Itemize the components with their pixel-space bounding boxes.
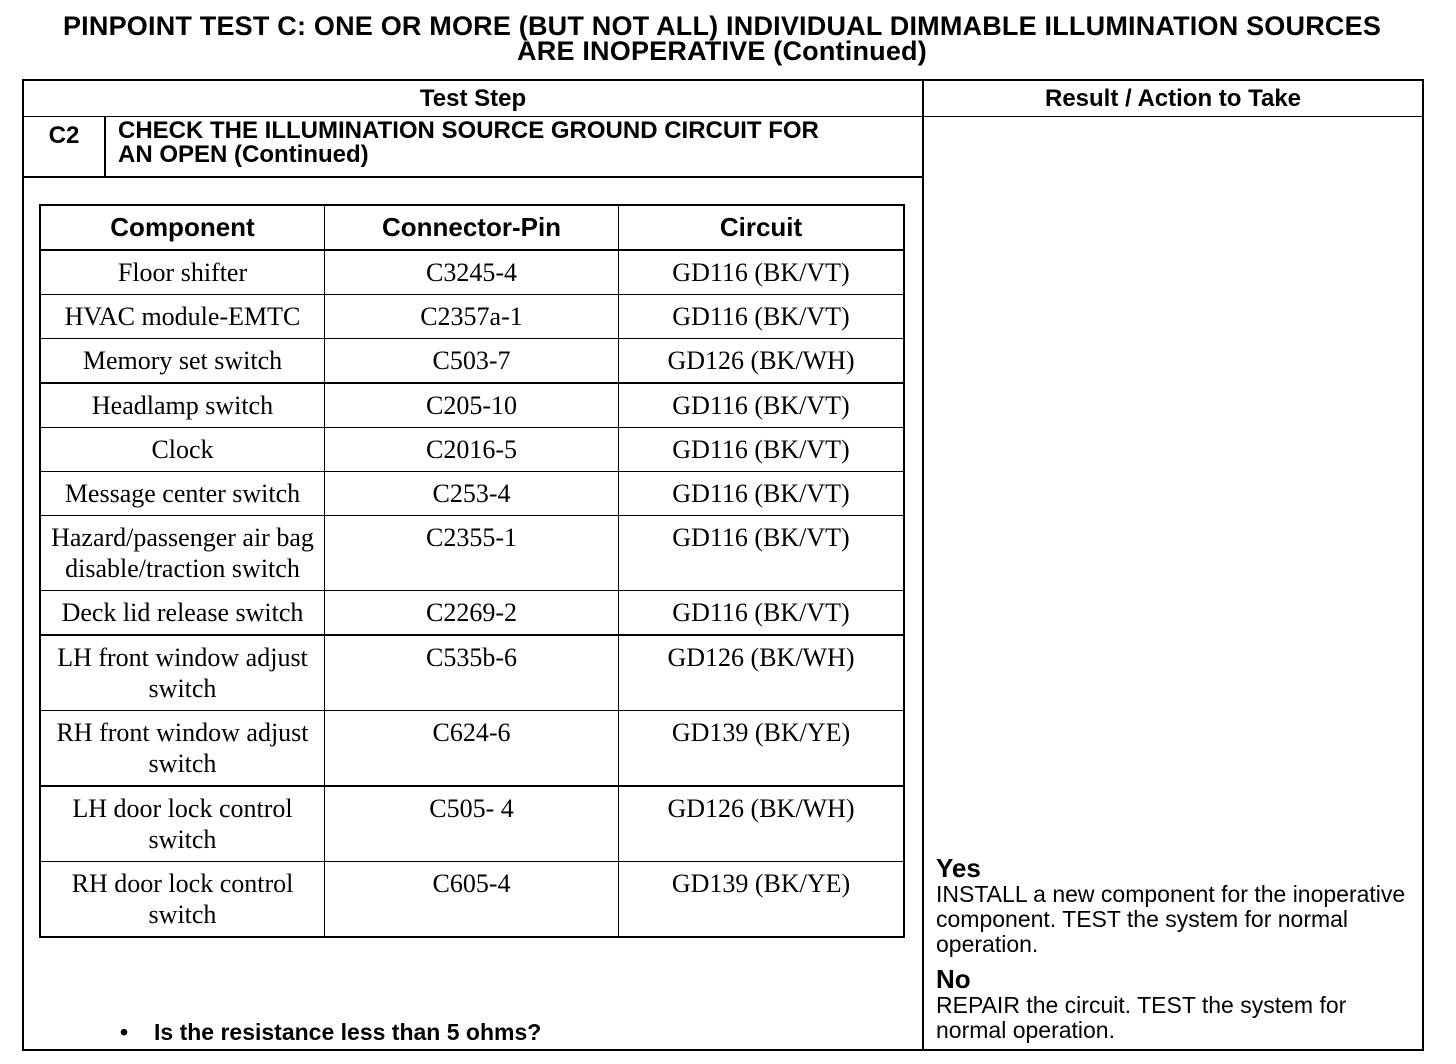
circuit-cell: GD116 (BK/VT) (619, 472, 905, 516)
question-text: Is the resistance less than 5 ohms? (154, 1019, 542, 1045)
component-cell: LH door lock control switch (40, 786, 325, 862)
table-row (40, 295, 904, 339)
connector-pin-cell: C2269-2 (325, 591, 619, 636)
circuit-cell: GD126 (BK/WH) (619, 635, 905, 711)
column-header-connector-pin: Connector-Pin (325, 205, 619, 250)
table-row (40, 383, 904, 428)
step-title-line-1: CHECK THE ILLUMINATION SOURCE GROUND CIRCUIT FOR (118, 117, 819, 144)
header-test-step: Test Step (419, 85, 527, 112)
result-yes-action: INSTALL a new component for the inoperative component. TEST the system for normal operation. (936, 881, 1406, 957)
table-row (40, 339, 904, 384)
table-row (40, 635, 904, 711)
component-cell: Message center switch (40, 472, 325, 516)
circuit-cell: GD139 (BK/YE) (619, 862, 905, 938)
page-title-line-1: PINPOINT TEST C: ONE OR MORE (BUT NOT ALL) INDIVIDUAL DIMMABLE ILLUMINATION SOURCES (62, 11, 1382, 41)
connector-pin-cell: C503-7 (325, 339, 619, 384)
component-cell: LH front window adjust switch (40, 635, 325, 711)
result-no-action: REPAIR the circuit. TEST the system for normal operation. (936, 992, 1347, 1043)
column-divider (922, 81, 924, 1049)
result-no-label: No (936, 964, 971, 994)
step-id: C2 (24, 117, 106, 177)
table-row (40, 250, 904, 295)
connector-pin-cell: C535b-6 (325, 635, 619, 711)
component-cell: Memory set switch (40, 339, 325, 384)
result-yes-label: Yes (936, 853, 981, 883)
connector-pin-cell: C2355-1 (325, 516, 619, 591)
circuit-cell: GD139 (BK/YE) (619, 711, 905, 787)
circuit-cell: GD126 (BK/WH) (619, 786, 905, 862)
connector-pin-cell: C3245-4 (325, 250, 619, 295)
connector-pin-cell: C2357a-1 (325, 295, 619, 339)
table-row (40, 428, 904, 472)
connector-pin-cell: C2016-5 (325, 428, 619, 472)
component-cell: Hazard/passenger air bag disable/traction switch (40, 516, 325, 591)
test-question (120, 1019, 541, 1046)
circuit-cell: GD116 (BK/VT) (619, 516, 905, 591)
component-cell: RH front window adjust switch (40, 711, 325, 787)
connector-pin-cell: C605-4 (325, 862, 619, 938)
table-row (40, 516, 904, 591)
circuit-cell: GD116 (BK/VT) (619, 295, 905, 339)
circuit-cell: GD116 (BK/VT) (619, 383, 905, 428)
pinpoint-test-frame (22, 79, 1424, 1051)
table-row (40, 862, 904, 938)
component-cell: Floor shifter (40, 250, 325, 295)
component-cell: RH door lock control switch (40, 862, 325, 938)
component-cell: HVAC module-EMTC (40, 295, 325, 339)
table-row (40, 472, 904, 516)
table-row (40, 591, 904, 636)
component-cell: Headlamp switch (40, 383, 325, 428)
column-header-component: Component (40, 205, 325, 250)
page-title (0, 11, 1444, 66)
connector-pin-cell: C624-6 (325, 711, 619, 787)
connector-pin-cell: C505- 4 (325, 786, 619, 862)
component-cell: Deck lid release switch (40, 591, 325, 636)
connector-pin-cell: C253-4 (325, 472, 619, 516)
circuit-cell: GD116 (BK/VT) (619, 591, 905, 636)
bullet: • (120, 1019, 129, 1045)
table-row (40, 786, 904, 862)
step-title (118, 119, 908, 167)
connector-pin-cell: C205-10 (325, 383, 619, 428)
circuit-cell: GD116 (BK/VT) (619, 428, 905, 472)
step-divider (24, 176, 923, 178)
component-cell: Clock (40, 428, 325, 472)
result-yes (936, 854, 1416, 957)
header-result-action: Result / Action to Take (1044, 85, 1302, 112)
result-no (936, 965, 1416, 1043)
component-table (39, 204, 905, 938)
column-header-circuit: Circuit (619, 205, 905, 250)
circuit-cell: GD116 (BK/VT) (619, 250, 905, 295)
page-title-line-2: ARE INOPERATIVE (Continued) (517, 36, 927, 66)
table-row (40, 711, 904, 787)
step-title-line-2: AN OPEN (Continued) (118, 141, 369, 168)
table-header-row (40, 205, 904, 250)
circuit-cell: GD126 (BK/WH) (619, 339, 905, 384)
